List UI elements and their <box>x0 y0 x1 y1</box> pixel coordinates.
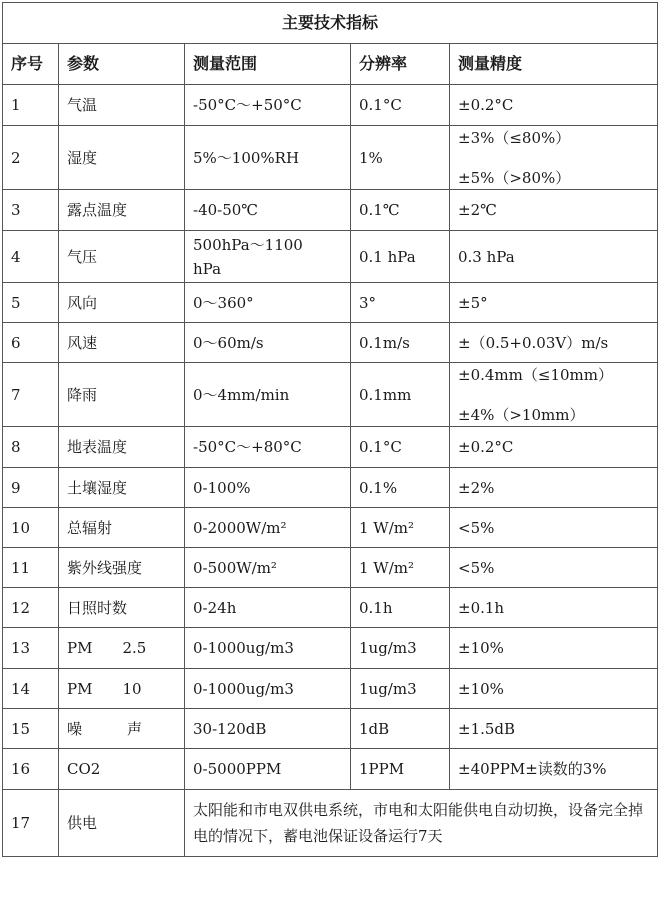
row-param: CO2 <box>59 749 185 790</box>
row-resolution: 1% <box>351 126 450 190</box>
row-param: PM 2.5 <box>59 628 185 669</box>
row-accuracy-line: ±5° <box>458 293 488 312</box>
row-range-line: 0-100% <box>193 478 251 497</box>
row-resolution: 1ug/m3 <box>351 628 450 669</box>
row-accuracy-line: ±10% <box>458 639 504 657</box>
row-no: 13 <box>3 628 59 669</box>
row-accuracy-line: ±（0.5+0.03V）m/s <box>458 333 609 352</box>
row-param: 地表温度 <box>59 427 185 468</box>
power-description: 太阳能和市电双供电系统，市电和太阳能供电自动切换，设备完全掉电的情况下，蓄电池保证设备运行7天 <box>185 790 658 857</box>
table-row <box>3 548 658 588</box>
row-param: 土壤湿度 <box>59 468 185 508</box>
row-accuracy-line: ±0.2°C <box>458 96 514 114</box>
row-range <box>185 628 351 669</box>
table-row <box>3 508 658 548</box>
row-param: 风速 <box>59 323 185 363</box>
row-range-line: 0～360° <box>193 293 254 312</box>
row-param: 总辐射 <box>59 508 185 548</box>
row-param: 噪 声 <box>59 709 185 749</box>
row-accuracy <box>450 283 658 323</box>
table-title: 主要技术指标 <box>3 3 658 44</box>
table-row-power <box>3 790 658 857</box>
row-param: 露点温度 <box>59 190 185 231</box>
row-range-line: 0-1000ug/m3 <box>193 679 294 698</box>
row-range <box>185 126 351 190</box>
row-range <box>185 709 351 749</box>
row-resolution: 0.1℃ <box>351 190 450 231</box>
row-resolution: 0.1°C <box>351 85 450 126</box>
spec-table <box>2 2 658 857</box>
row-param: 湿度 <box>59 126 185 190</box>
row-range-line: -50°C～+80°C <box>193 438 302 456</box>
row-range-line: 0-2000W/m² <box>193 518 287 537</box>
row-range <box>185 427 351 468</box>
row-param: PM 10 <box>59 669 185 709</box>
row-accuracy-line: ±0.1h <box>458 598 505 617</box>
col-header-range: 测量范围 <box>185 44 351 85</box>
table-row <box>3 588 658 628</box>
row-param: 日照时数 <box>59 588 185 628</box>
col-header-accuracy: 测量精度 <box>450 44 658 85</box>
row-accuracy-line: ±5%（>80%） <box>458 168 571 187</box>
title-row <box>3 3 658 44</box>
row-resolution: 3° <box>351 283 450 323</box>
row-param: 气压 <box>59 231 185 283</box>
row-param: 降雨 <box>59 363 185 427</box>
row-param: 气温 <box>59 85 185 126</box>
row-accuracy-line: ±10% <box>458 679 504 698</box>
row-resolution: 0.1mm <box>351 363 450 427</box>
row-resolution: 1dB <box>351 709 450 749</box>
table-row <box>3 283 658 323</box>
row-accuracy <box>450 749 658 790</box>
row-no: 5 <box>3 283 59 323</box>
table-row <box>3 363 658 427</box>
row-accuracy-line: <5% <box>458 518 495 537</box>
table-body <box>3 85 658 790</box>
row-accuracy <box>450 190 658 231</box>
row-accuracy <box>450 126 658 190</box>
table-row <box>3 669 658 709</box>
row-range <box>185 85 351 126</box>
row-accuracy <box>450 323 658 363</box>
row-range <box>185 323 351 363</box>
row-accuracy-line: ±40PPM±读数的3% <box>458 760 607 778</box>
row-no: 8 <box>3 427 59 468</box>
row-range-line: hPa <box>193 259 222 278</box>
row-accuracy <box>450 85 658 126</box>
row-range <box>185 548 351 588</box>
table-row <box>3 709 658 749</box>
row-range-line: -50°C～+50°C <box>193 96 302 114</box>
row-range <box>185 283 351 323</box>
table-row <box>3 231 658 283</box>
row-range <box>185 588 351 628</box>
row-accuracy-line: ±0.4mm（≤10mm） <box>458 365 613 384</box>
row-no: 1 <box>3 85 59 126</box>
row-no: 4 <box>3 231 59 283</box>
row-range <box>185 669 351 709</box>
row-accuracy-line: ±4%（>10mm） <box>458 405 585 424</box>
row-range-line: 0-500W/m² <box>193 558 277 577</box>
row-range-line: 500hPa～1100 <box>193 235 303 254</box>
row-param: 供电 <box>59 790 185 857</box>
row-range-line: -40-50℃ <box>193 201 259 219</box>
row-range-line: 0～60m/s <box>193 333 264 352</box>
row-accuracy <box>450 468 658 508</box>
row-accuracy <box>450 427 658 468</box>
row-resolution: 1PPM <box>351 749 450 790</box>
row-param: 紫外线强度 <box>59 548 185 588</box>
table-row <box>3 749 658 790</box>
table-row <box>3 468 658 508</box>
row-range <box>185 363 351 427</box>
table-row <box>3 126 658 190</box>
row-accuracy-line: ±3%（≤80%） <box>458 128 571 147</box>
table-row <box>3 628 658 669</box>
row-no: 12 <box>3 588 59 628</box>
row-accuracy <box>450 363 658 427</box>
row-resolution: 0.1 hPa <box>351 231 450 283</box>
row-no: 6 <box>3 323 59 363</box>
row-resolution: 0.1% <box>351 468 450 508</box>
row-resolution: 1ug/m3 <box>351 669 450 709</box>
row-accuracy-line: ±2℃ <box>458 201 497 219</box>
row-resolution: 1 W/m² <box>351 508 450 548</box>
row-range-line: 5%～100%RH <box>193 148 300 167</box>
header-row <box>3 44 658 85</box>
row-range-line: 0-24h <box>193 598 237 617</box>
row-range-line: 0-1000ug/m3 <box>193 639 294 657</box>
row-range-line: 0～4mm/min <box>193 385 290 404</box>
row-range <box>185 231 351 283</box>
row-range <box>185 190 351 231</box>
table-row <box>3 85 658 126</box>
row-no: 2 <box>3 126 59 190</box>
row-accuracy-line: ±2% <box>458 478 495 497</box>
row-no: 17 <box>3 790 59 857</box>
row-range-line: 30-120dB <box>193 719 267 738</box>
row-accuracy-line: 0.3 hPa <box>458 247 515 266</box>
row-range <box>185 468 351 508</box>
row-resolution: 1 W/m² <box>351 548 450 588</box>
row-no: 3 <box>3 190 59 231</box>
row-accuracy <box>450 231 658 283</box>
row-accuracy-line: ±1.5dB <box>458 719 516 738</box>
row-resolution: 0.1h <box>351 588 450 628</box>
table-row <box>3 323 658 363</box>
row-no: 7 <box>3 363 59 427</box>
row-no: 11 <box>3 548 59 588</box>
row-accuracy <box>450 709 658 749</box>
row-no: 16 <box>3 749 59 790</box>
row-accuracy <box>450 548 658 588</box>
row-accuracy <box>450 588 658 628</box>
row-range-line: 0-5000PPM <box>193 760 282 778</box>
row-range <box>185 508 351 548</box>
row-accuracy-line: ±0.2°C <box>458 438 514 456</box>
row-range <box>185 749 351 790</box>
row-no: 14 <box>3 669 59 709</box>
row-accuracy-line: <5% <box>458 558 495 577</box>
col-header-param: 参数 <box>59 44 185 85</box>
row-resolution: 0.1m/s <box>351 323 450 363</box>
row-param: 风向 <box>59 283 185 323</box>
table-row <box>3 427 658 468</box>
row-resolution: 0.1°C <box>351 427 450 468</box>
row-no: 15 <box>3 709 59 749</box>
row-accuracy <box>450 508 658 548</box>
row-no: 10 <box>3 508 59 548</box>
row-accuracy <box>450 669 658 709</box>
col-header-no: 序号 <box>3 44 59 85</box>
table-row <box>3 190 658 231</box>
col-header-resolution: 分辨率 <box>351 44 450 85</box>
row-accuracy <box>450 628 658 669</box>
row-no: 9 <box>3 468 59 508</box>
